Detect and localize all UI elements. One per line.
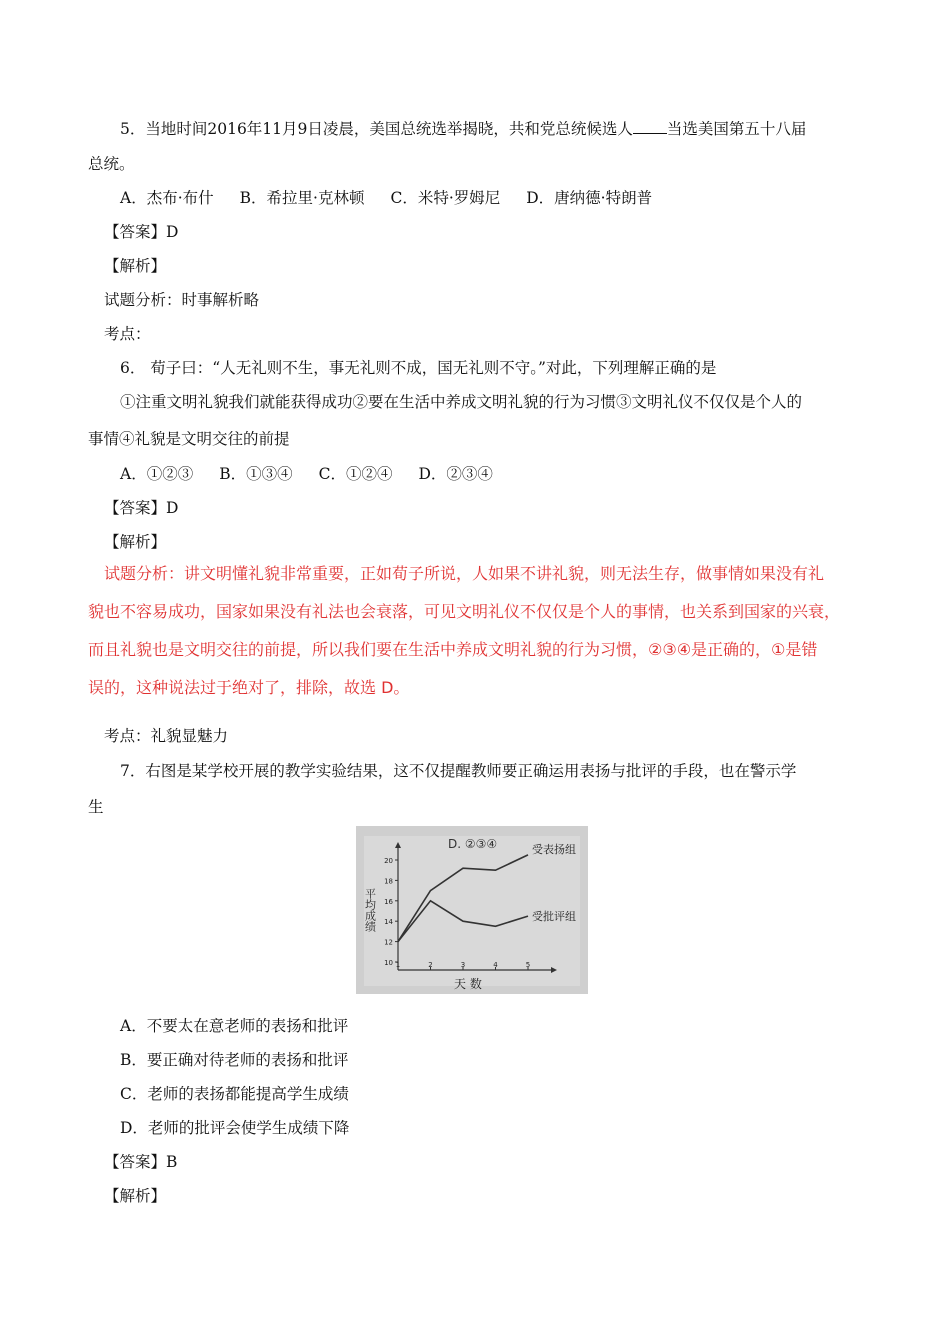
q6-statements-line2: 事情④礼貌是文明交往的前提 bbox=[88, 430, 290, 448]
q5-option-d: D．唐纳德·特朗普 bbox=[526, 189, 653, 207]
chart-x-tick-label: 3 bbox=[460, 961, 466, 969]
q7-option-a: A．不要太在意老师的表扬和批评 bbox=[120, 1017, 349, 1035]
q7-analysis-label: 【解析】 bbox=[104, 1187, 167, 1205]
q6-options bbox=[120, 463, 519, 485]
chart-series-label: 受表扬组 bbox=[532, 842, 576, 856]
q6-analysis-line4: 误的，这种说法过于绝对了，排除，故选 D。 bbox=[88, 678, 410, 697]
q6-statements-line1: ①注重文明礼貌我们就能获得成功②要在生活中养成文明礼貌的行为习惯③文明礼仪不仅仅是个人的 bbox=[120, 393, 803, 411]
q6-answer: 【答案】D bbox=[104, 499, 179, 517]
q5-answer-blank bbox=[633, 119, 667, 134]
q5-answer: 【答案】D bbox=[104, 223, 179, 241]
chart-y-axis-label: 平均成绩 bbox=[363, 888, 377, 932]
q5-analysis: 试题分析：时事解析略 bbox=[104, 291, 260, 309]
chart-x-tick-label: 5 bbox=[525, 961, 531, 969]
q5-stem-b: 当选美国第五十八届 bbox=[666, 120, 807, 138]
q6-option-b: B．①③④ bbox=[219, 465, 293, 483]
q7-option-c: C．老师的表扬都能提高学生成绩 bbox=[120, 1085, 349, 1103]
experiment-chart bbox=[356, 826, 588, 994]
q6-analysis-label: 【解析】 bbox=[104, 533, 167, 551]
q5-analysis-label: 【解析】 bbox=[104, 257, 167, 275]
chart-series-label: 受批评组 bbox=[532, 910, 576, 924]
q6-analysis-line2: 貌也不容易成功，国家如果没有礼法也会衰落，可见文明礼仪不仅仅是个人的事情，也关系到国家的兴衰， bbox=[88, 602, 841, 621]
q6-analysis-line3: 而且礼貌也是文明交往的前提，所以我们要在生活中养成文明礼貌的行为习惯，②③④是正确的，①是错 bbox=[88, 640, 818, 659]
chart-x-tick-label: 1 bbox=[395, 961, 401, 969]
chart-x-tick-label: 2 bbox=[428, 961, 433, 969]
q7-stem-line1: 7．右图是某学校开展的教学实验结果，这不仅提醒教师要正确运用表扬与批评的手段，也在警示学 bbox=[120, 762, 797, 780]
q6-kaodian: 考点：礼貌显魅力 bbox=[104, 727, 229, 745]
q6-stem: 6． 荀子曰：“人无礼则不生，事无礼则不成，国无礼则不守。”对此，下列理解正确的是 bbox=[120, 359, 717, 377]
chart-y-tick-label: 12 bbox=[384, 938, 393, 947]
q5-kaodian: 考点： bbox=[104, 325, 151, 343]
q7-option-b: B．要正确对待老师的表扬和批评 bbox=[120, 1051, 349, 1069]
chart-y-tick-label: 10 bbox=[384, 959, 393, 967]
q5-stem-a: 5．当地时间2016年11月9日凌晨，美国总统选举揭晓，共和党总统候选人 bbox=[120, 120, 633, 138]
chart-y-tick-label: 16 bbox=[384, 897, 393, 906]
q7-answer: 【答案】B bbox=[104, 1153, 178, 1171]
q5-stem-line2: 总统。 bbox=[88, 155, 135, 173]
chart-y-tick-label: 18 bbox=[384, 877, 393, 886]
q6-option-c: C．①②④ bbox=[318, 465, 393, 483]
q5-options bbox=[120, 187, 678, 209]
q5-stem-line1 bbox=[120, 118, 806, 140]
chart-x-axis-label: 天 数 bbox=[454, 977, 482, 991]
q5-option-a: A．杰布·布什 bbox=[120, 189, 214, 207]
q6-option-d: D．②③④ bbox=[418, 465, 493, 483]
chart-x-tick-label: 4 bbox=[493, 961, 498, 969]
q5-option-c: C．米特·罗姆尼 bbox=[390, 189, 501, 207]
q6-analysis-line1: 试题分析：讲文明懂礼貌非常重要，正如荀子所说，人如果不讲礼貌，则无法生存，做事情如果没有礼 bbox=[104, 564, 825, 583]
chart-overlay-text: D. ②③④ bbox=[448, 837, 498, 851]
q5-option-b: B．希拉里·克林顿 bbox=[239, 189, 365, 207]
chart-y-tick-label: 20 bbox=[384, 857, 393, 865]
q7-stem-line2: 生 bbox=[88, 798, 104, 816]
q7-option-d: D．老师的批评会使学生成绩下降 bbox=[120, 1119, 350, 1137]
q6-option-a: A．①②③ bbox=[120, 465, 194, 483]
chart-y-tick-label: 14 bbox=[384, 918, 393, 927]
